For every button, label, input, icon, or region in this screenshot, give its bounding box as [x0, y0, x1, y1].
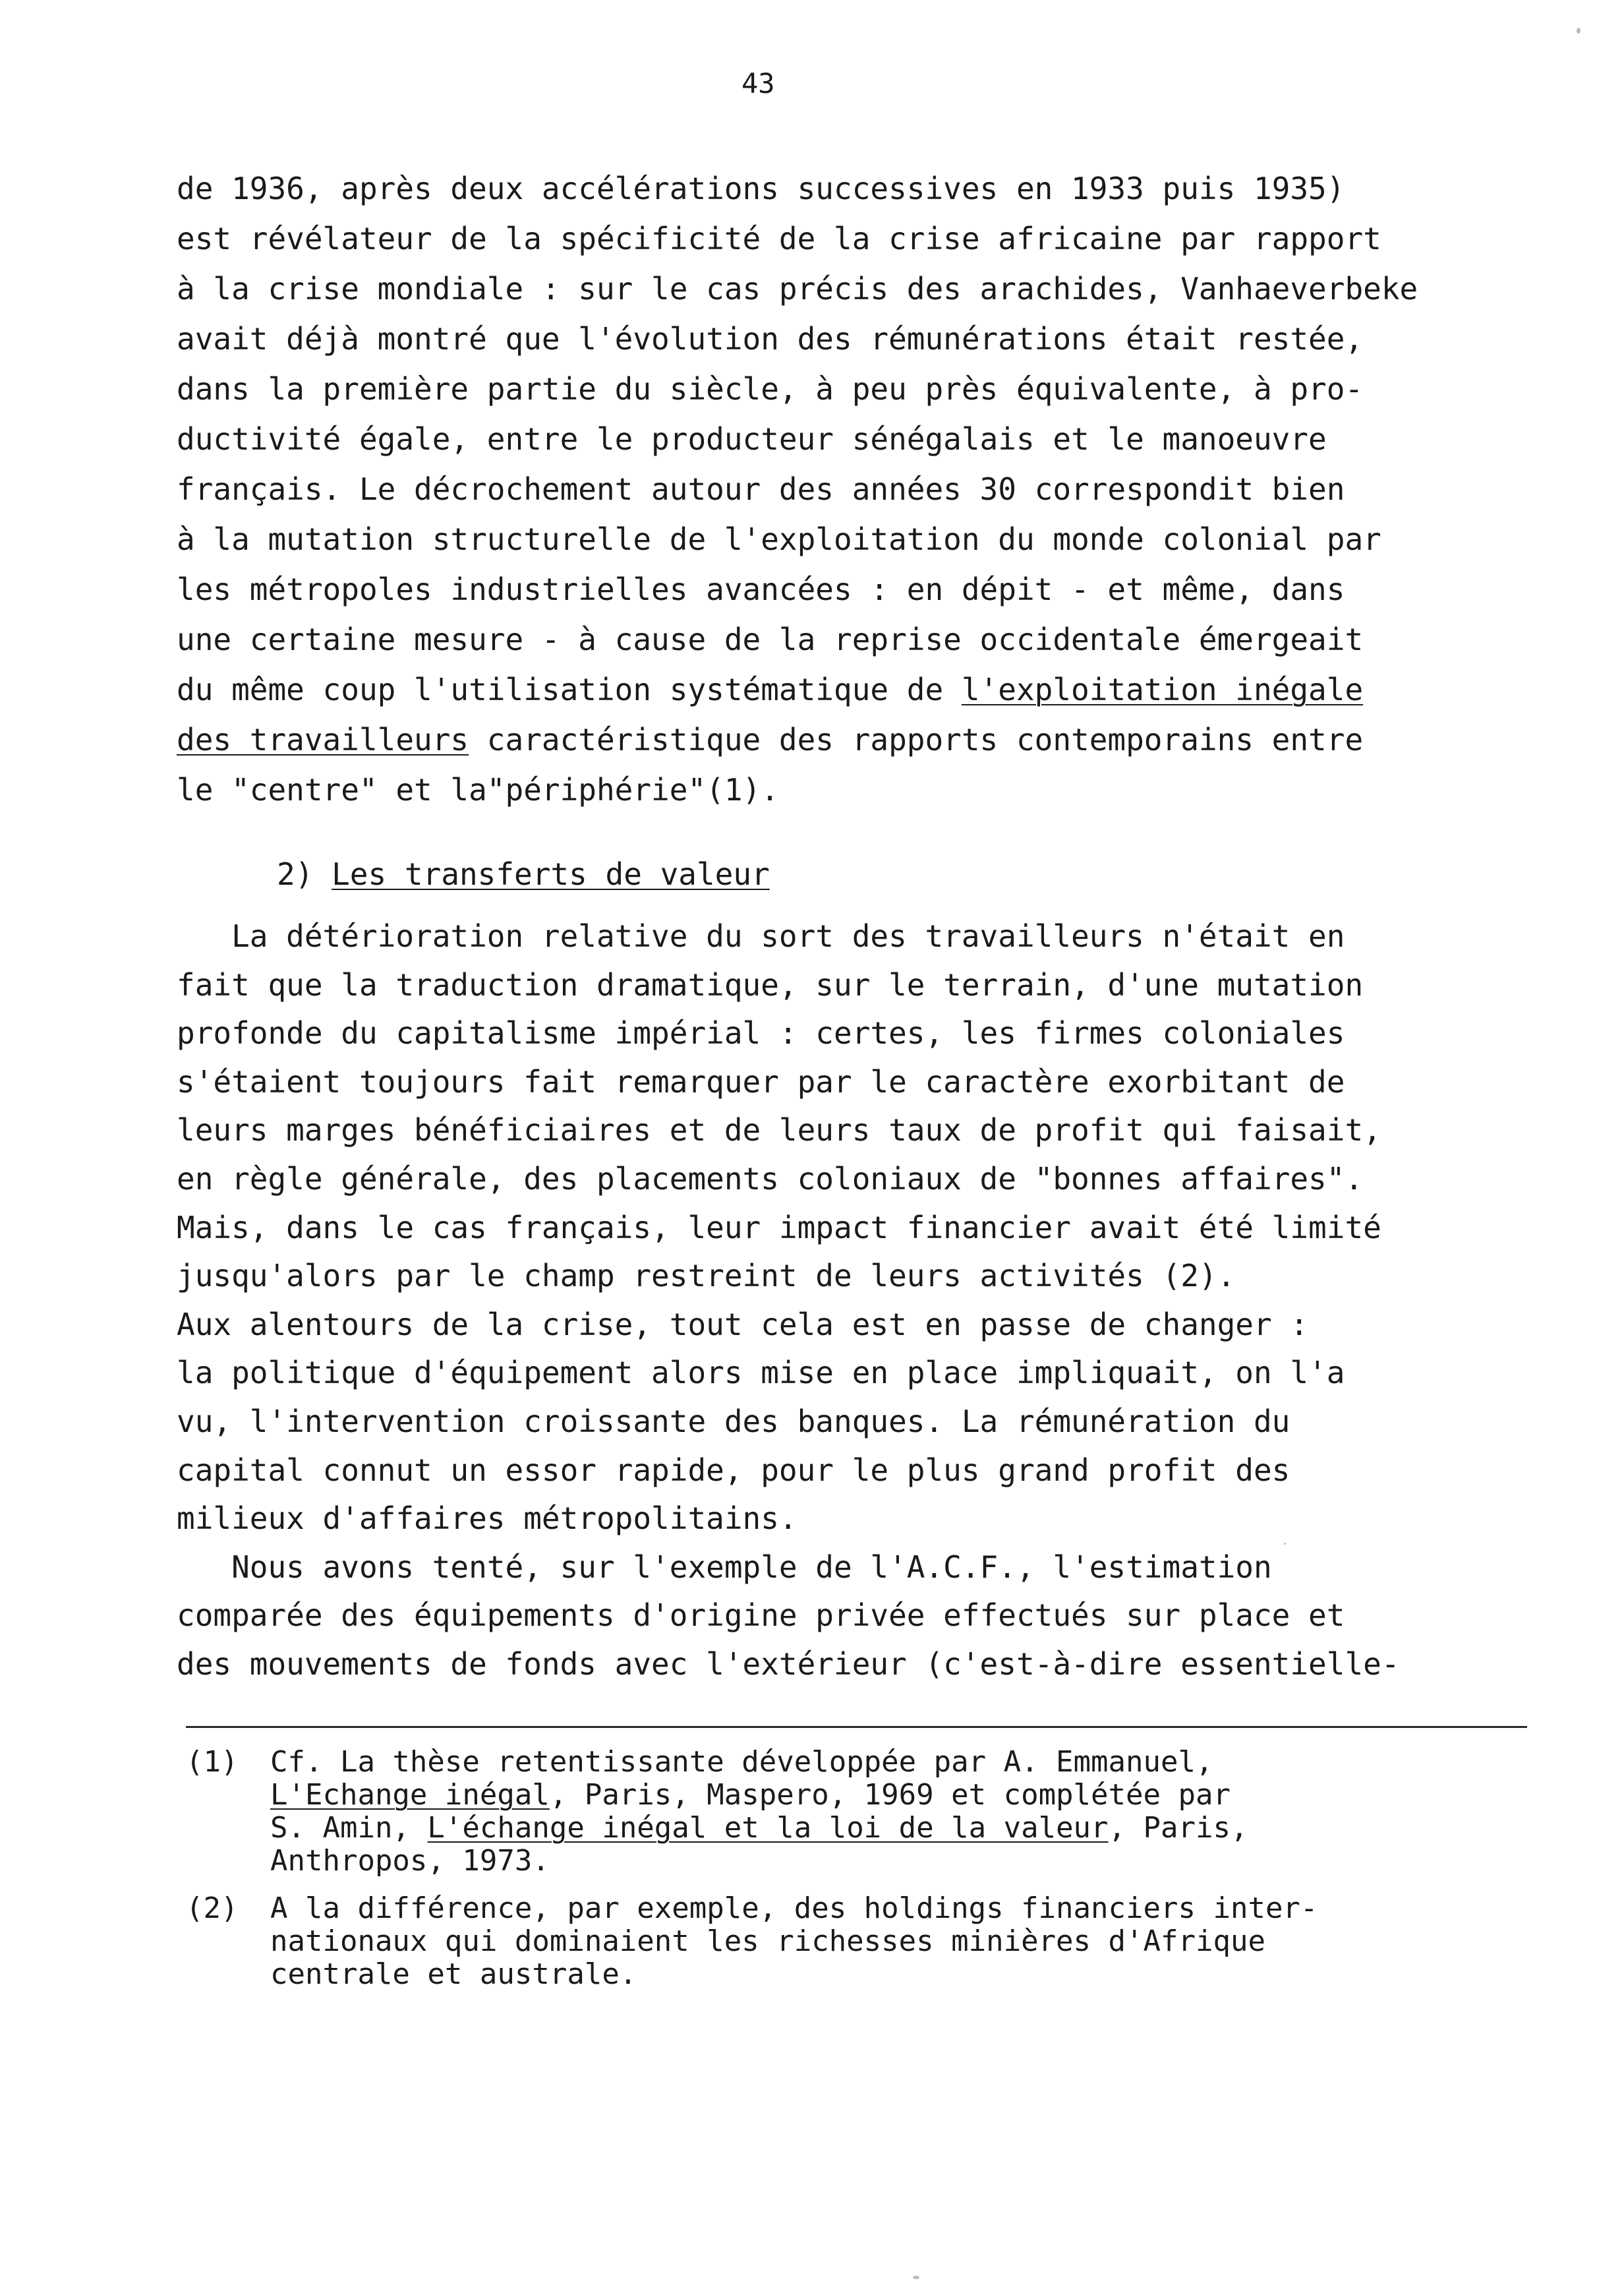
section-heading	[277, 849, 770, 899]
text-line: en règle générale, des placements coloniaux de "bonnes affaires".	[177, 1160, 1364, 1197]
text-line: Cf. La thèse retentissante développée par A. Emmanuel,	[270, 1745, 1213, 1779]
text-line: nationaux qui dominaient les richesses minières d'Afrique	[270, 1924, 1265, 1958]
text-line: comparée des équipements d'origine privée effectués sur place et	[177, 1597, 1345, 1634]
text-line: Aux alentours de la crise, tout cela est en passe de changer :	[177, 1306, 1309, 1342]
text-line: le "centre" et la"périphérie"(1).	[177, 772, 779, 808]
text-line: à la crise mondiale : sur le cas précis des arachides, Vanhaeverbeke	[177, 271, 1418, 307]
text-line: français. Le décrochement autour des années 30 correspondit bien	[177, 471, 1345, 507]
text-line	[177, 715, 1567, 765]
text-segment: , Paris, Maspero, 1969 et complétée par	[549, 1778, 1231, 1812]
text-line: milieux d'affaires métropolitains.	[177, 1501, 798, 1537]
scan-speck	[913, 2276, 919, 2279]
text-line: ductivité égale, entre le producteur sénégalais et le manoeuvre	[177, 421, 1327, 457]
text-segment: du même coup l'utilisation systématique de	[177, 672, 962, 707]
footnote-divider	[186, 1726, 1527, 1728]
text-segment: caractéristique des rapports contemporains entre	[469, 722, 1364, 758]
text-line: La détérioration relative du sort des travailleurs n'était en	[177, 918, 1345, 954]
text-line: avait déjà montré que l'évolution des rémunérations était restée,	[177, 321, 1364, 357]
footnote-number: (2)	[186, 1891, 239, 1925]
text-line	[177, 665, 1567, 715]
text-line: Mais, dans le cas français, leur impact financier avait été limité	[177, 1209, 1381, 1245]
section-title: Les transferts de valeur	[332, 856, 770, 892]
text-line: centrale et australe.	[270, 1957, 637, 1991]
text-line	[270, 1812, 1570, 1845]
text-line: est révélateur de la spécificité de la crise africaine par rapport	[177, 221, 1381, 256]
text-line: une certaine mesure - à cause de la reprise occidentale émergeait	[177, 622, 1364, 657]
footnotes	[186, 1746, 1570, 2006]
book-title: L'échange inégal et la loi de la valeur	[427, 1811, 1109, 1845]
footnote-body	[270, 1892, 1570, 1991]
text-line: vu, l'intervention croissante des banques. La rémunération du	[177, 1403, 1290, 1439]
underlined-phrase: des travailleurs	[177, 722, 469, 758]
page-number: 43	[741, 67, 775, 100]
scan-speck	[1577, 28, 1580, 34]
text-line: leurs marges bénéficiaires et de leurs taux de profit qui faisait,	[177, 1112, 1381, 1148]
text-line: à la mutation structurelle de l'exploitation du monde colonial par	[177, 521, 1381, 557]
paragraph-1	[177, 164, 1567, 815]
text-line: capital connut un essor rapide, pour le plus grand profit des	[177, 1452, 1290, 1488]
text-line: s'étaient toujours fait remarquer par le caractère exorbitant de	[177, 1063, 1345, 1100]
footnote-1	[186, 1746, 1570, 1878]
text-line: de 1936, après deux accélérations successives en 1933 puis 1935)	[177, 171, 1345, 206]
text-line: dans la première partie du siècle, à peu près équivalente, à pro-	[177, 371, 1364, 407]
text-line: des mouvements de fonds avec l'extérieur (c'est-à-dire essentielle-	[177, 1646, 1400, 1682]
footnote-number: (1)	[186, 1745, 239, 1779]
text-segment: , Paris,	[1108, 1811, 1248, 1845]
text-line: fait que la traduction dramatique, sur le terrain, d'une mutation	[177, 966, 1364, 1003]
section-number: 2)	[277, 856, 314, 892]
text-line: Nous avons tenté, sur l'exemple de l'A.C.F., l'estimation	[177, 1549, 1272, 1585]
text-line: A la différence, par exemple, des holdings financiers inter-	[270, 1891, 1318, 1925]
text-line: jusqu'alors par le champ restreint de leurs activités (2).	[177, 1258, 1236, 1294]
text-line: la politique d'équipement alors mise en place impliquait, on l'a	[177, 1355, 1345, 1391]
underlined-phrase: l'exploitation inégale	[961, 672, 1364, 707]
text-line: profonde du capitalisme impérial : certes, les firmes coloniales	[177, 1015, 1345, 1052]
footnote-2	[186, 1892, 1570, 1991]
text-segment: S. Amin,	[270, 1811, 428, 1845]
scan-speck	[1284, 1543, 1286, 1545]
text-line	[270, 1779, 1570, 1812]
footnote-body	[270, 1746, 1570, 1878]
book-title: L'Echange inégal	[270, 1778, 550, 1812]
text-line: Anthropos, 1973.	[270, 1844, 550, 1878]
text-line: les métropoles industrielles avancées : en dépit - et même, dans	[177, 572, 1345, 607]
paragraph-2	[177, 912, 1567, 1689]
